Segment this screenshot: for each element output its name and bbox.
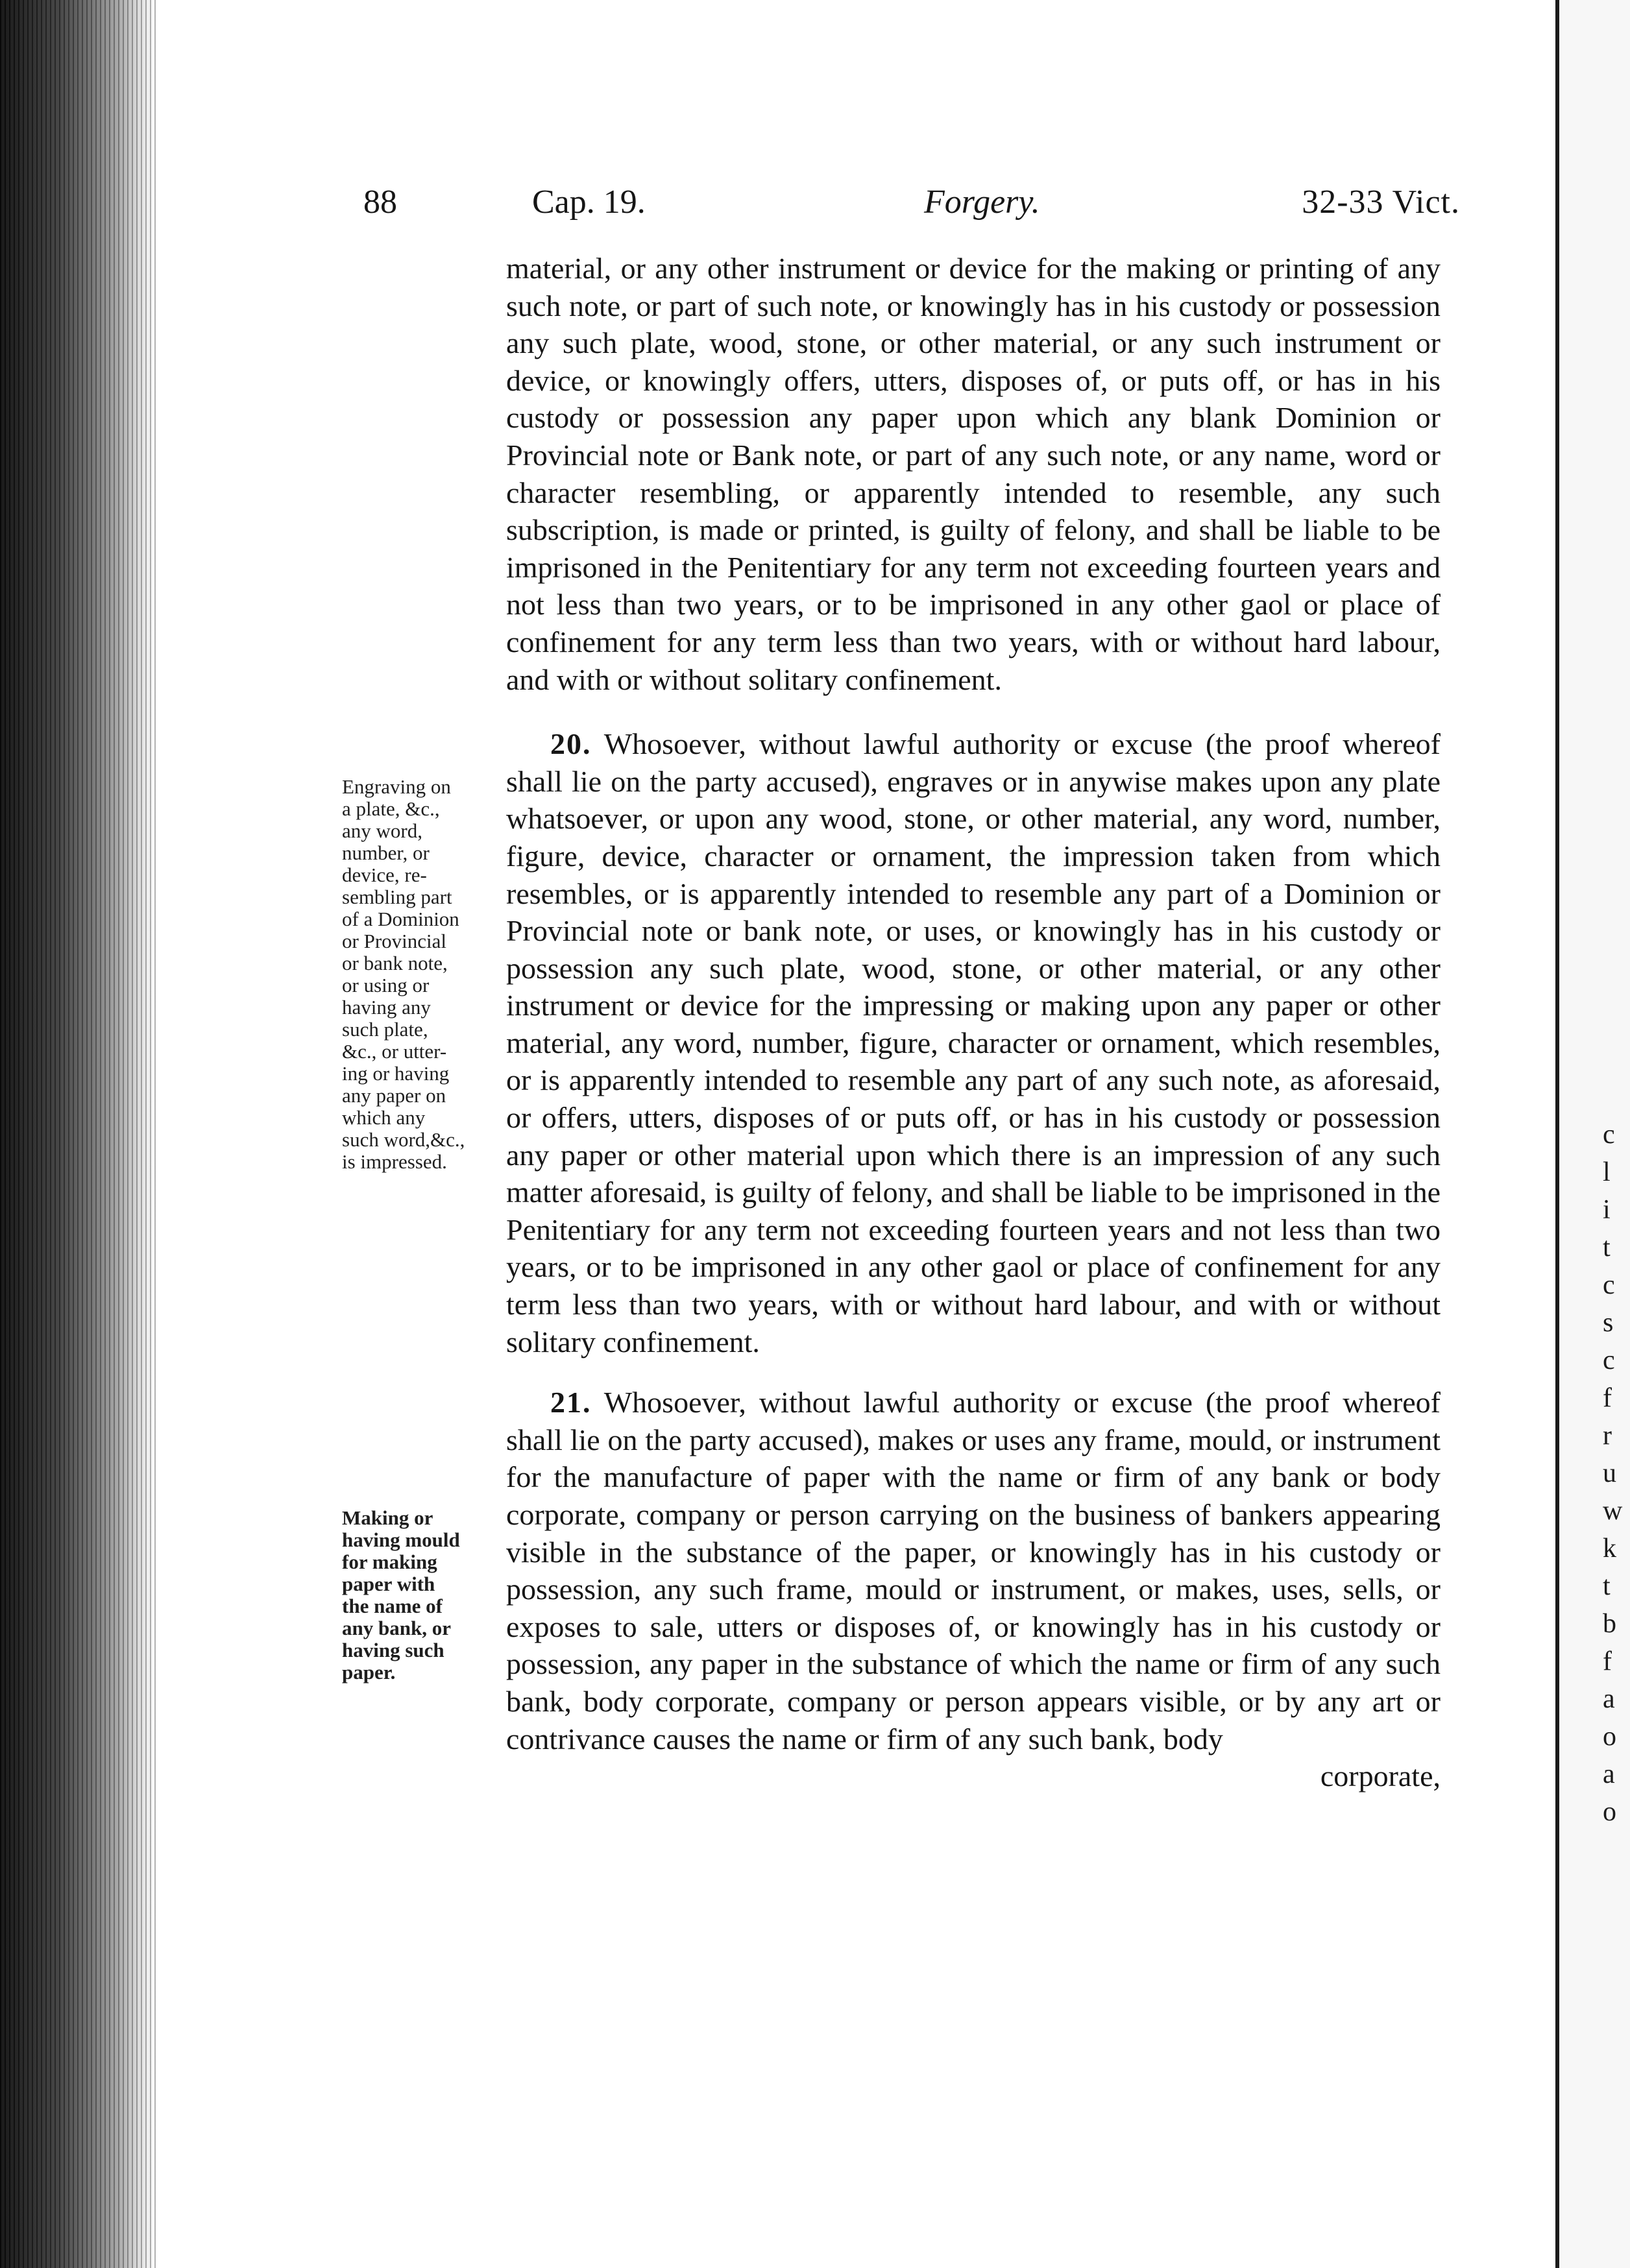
running-title: Forgery. [924, 184, 1040, 221]
section-21-text: Whosoever, without lawful authority or excuse (the proof whereof shall lie on the party accused), makes or uses any frame, mould, or instrument for the manufacture of paper with the name or firm of any bank or body corporate, company or person carrying on the business of bankers appearing visible in the substance of the paper, or knowingly has in his custody or possession, any such frame, mould or instrument, or makes, uses, sells, or exposes to sale, utters or disposes of, or knowingly has in his custody or possession, any paper in the substance of which the name or firm of any such bank, body corporate, company or person appears visible, or by any art or contrivance causes the name or firm of any such bank, body [506, 1386, 1441, 1755]
facing-page-fragment: s [1603, 1308, 1614, 1338]
chapter-label: Cap. 19. [532, 184, 646, 221]
reign-label: 32-33 Vict. [1302, 184, 1460, 221]
running-header [363, 183, 1460, 235]
page-body [506, 250, 1441, 1795]
facing-page-fragment: o [1603, 1797, 1616, 1827]
facing-page-fragment: f [1603, 1383, 1612, 1413]
section-20-text: Whosoever, without lawful authority or excuse (the proof whereof shall lie on the party accused), engraves or in anywise makes upon any plate whatsoever, or upon any wood, stone, or other material, any word, number, figure, device, character or ornament, the impression taken from which resembles, or is apparently intended to resemble any part of a Dominion or Provincial note or bank note, or uses, or knowingly has in his custody or possession any such plate, wood, stone, or other material, or any other instrument or device for the impressing or making upon any paper or other material, any word, number, figure, character or ornament, which resembles, or is apparently intended to resemble any part of any such note, as aforesaid, or offers, utters, disposes of or puts off, or has in his custody or possession any paper or other material upon which there is an impression of any such matter aforesaid, is guilty of felony, and shall be liable to be imprisoned in the Penitentiary for any term not exceeding fourteen years and not less than two years, or to be imprisoned in any other gaol or place of confinement for any term less than two years, with or without hard labour, and with or without solitary confinement. [506, 727, 1441, 1358]
facing-page-fragment: c [1603, 1120, 1615, 1150]
margin-note-section-20: Engraving on a plate, &c., any word, number, or device, re- sembling part of a Dominion or Provincial or bank note, or using or having any such plate, &c., or utter- ing or having any paper on which any such word,&c., is impressed. [342, 775, 465, 1173]
section-20-number: 20. [550, 727, 592, 761]
page-edges [0, 0, 156, 2268]
facing-page-fragment: r [1603, 1421, 1612, 1451]
facing-page-fragment: c [1603, 1270, 1615, 1300]
facing-page-fragment: o [1603, 1722, 1616, 1752]
continued-paragraph: material, or any other instrument or device for the making or printing of any such note, or part of such note, or knowingly has in his custody or possession any such plate, wood, stone, or other material, or any such instrument or device, or knowingly offers, utters, disposes of, or puts off, or has in his custody or possession any paper upon which any blank Dominion or Provincial note or Bank note, or part of any such note, or any name, word or character resembling, or apparently intended to resemble, any such subscription, is made or printed, is guilty of felony, and shall be liable to be imprisoned in the Penitentiary for any term not exceeding fourteen years and not less than two years, or to be imprisoned in any other gaol or place of confinement for any term less than two years, with or without hard labour, and with or without solitary confinement. [506, 252, 1441, 696]
facing-page-fragment: b [1603, 1609, 1616, 1639]
facing-page-fragment: l [1603, 1157, 1611, 1187]
facing-page-fragment: a [1603, 1684, 1615, 1714]
facing-page-fragment: i [1603, 1195, 1611, 1225]
facing-page-fragment: w [1603, 1496, 1623, 1526]
facing-page-fragment: f [1603, 1647, 1612, 1676]
facing-page-fragment: a [1603, 1759, 1615, 1789]
page-number: 88 [363, 184, 397, 221]
section-21-number: 21. [550, 1386, 592, 1419]
facing-page-fragment: t [1603, 1233, 1611, 1262]
section-20 [506, 725, 1441, 1360]
section-21 [506, 1384, 1441, 1757]
margin-note-section-21: Making or having mould for making paper with the name of any bank, or having such paper. [342, 1506, 460, 1683]
facing-page-fragment: t [1603, 1571, 1611, 1601]
facing-page-text-fragments [1603, 1116, 1630, 1831]
facing-page-fragment: c [1603, 1345, 1615, 1375]
catchword: corporate, [1320, 1759, 1441, 1793]
facing-page-fragment: u [1603, 1458, 1616, 1488]
facing-page-fragment: k [1603, 1534, 1616, 1563]
